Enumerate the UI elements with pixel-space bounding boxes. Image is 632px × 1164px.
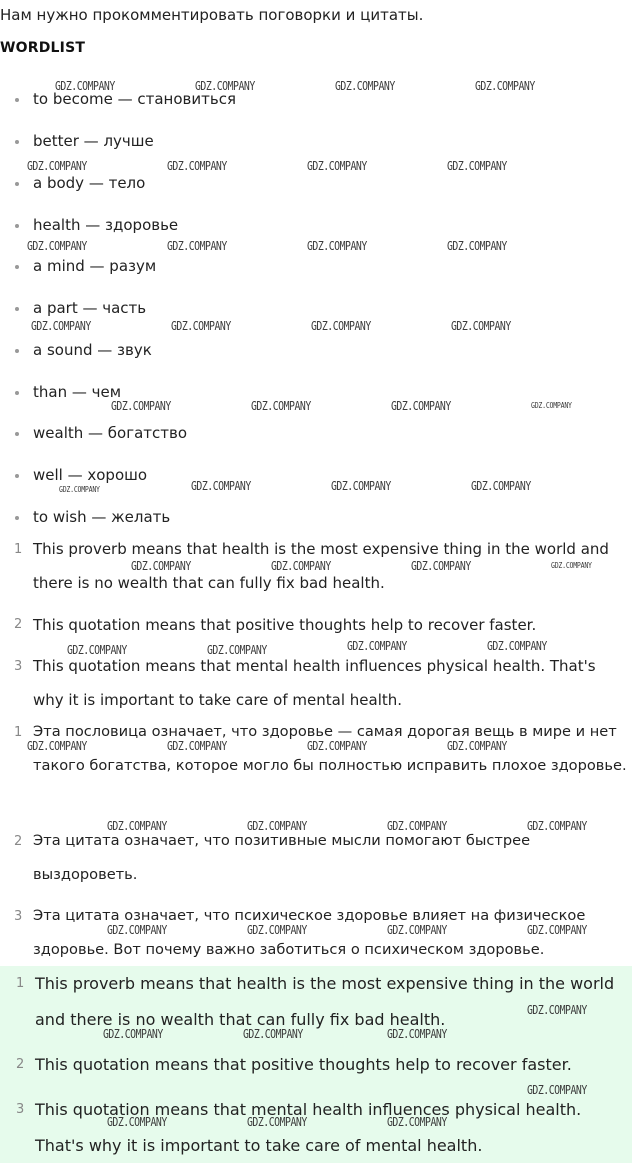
watermark: GDZ.COMPANY bbox=[347, 639, 407, 653]
answer-number: 2 bbox=[14, 834, 23, 849]
wordlist-heading: WORDLIST bbox=[0, 40, 86, 56]
list-item bbox=[15, 341, 152, 359]
word-entry: well — хорошо bbox=[33, 466, 148, 484]
list-item bbox=[15, 90, 236, 108]
bullet-icon bbox=[15, 391, 19, 395]
answer-paragraph: This quotation means that mental health influences physical health. That's why it is important to take care of mental health. bbox=[33, 657, 596, 709]
watermark: GDZ.COMPANY bbox=[247, 923, 307, 937]
answer-paragraph: This proverb means that health is the most expensive thing in the world and there is no wealth that can fully fix bad health. bbox=[35, 974, 615, 1029]
watermark: GDZ.COMPANY bbox=[27, 159, 87, 173]
watermark: GDZ.COMPANY bbox=[191, 479, 251, 493]
answer-paragraph: This quotation means that positive thoughts help to recover faster. bbox=[33, 616, 537, 634]
watermark: GDZ.COMPANY bbox=[31, 319, 91, 333]
watermark: GDZ.COMPANY bbox=[271, 559, 331, 573]
answer-paragraph: This quotation means that mental health influences physical health. That's why it is important to take care of mental health. bbox=[35, 1100, 582, 1155]
answer-number: 2 bbox=[16, 1057, 25, 1072]
watermark: GDZ.COMPANY bbox=[335, 79, 395, 93]
bullet-icon bbox=[15, 474, 19, 478]
watermark: GDZ.COMPANY bbox=[195, 79, 255, 93]
bullet-icon bbox=[15, 182, 19, 186]
highlighted-answer-box bbox=[0, 966, 632, 1163]
list-item bbox=[15, 508, 170, 526]
watermark: GDZ.COMPANY bbox=[243, 1027, 303, 1041]
answer-number: 3 bbox=[14, 909, 23, 924]
answer-paragraph: Эта цитата означает, что психическое здоровье влияет на физическое здоровье. Вот почему важно заботиться о психическом здоровье. bbox=[33, 907, 586, 958]
watermark: GDZ.COMPANY bbox=[107, 1115, 167, 1129]
answer-number: 2 bbox=[14, 617, 23, 632]
bullet-icon bbox=[15, 516, 19, 520]
bullet-icon bbox=[15, 224, 19, 228]
watermark: GDZ.COMPANY bbox=[475, 79, 535, 93]
watermark: GDZ.COMPANY bbox=[111, 399, 171, 413]
watermark: GDZ.COMPANY bbox=[531, 401, 572, 410]
watermark: GDZ.COMPANY bbox=[551, 561, 592, 570]
bullet-icon bbox=[15, 98, 19, 102]
watermark: GDZ.COMPANY bbox=[391, 399, 451, 413]
watermark: GDZ.COMPANY bbox=[55, 79, 115, 93]
word-entry: health — здоровье bbox=[33, 216, 179, 234]
watermark: GDZ.COMPANY bbox=[247, 819, 307, 833]
watermark: GDZ.COMPANY bbox=[103, 1027, 163, 1041]
watermark: GDZ.COMPANY bbox=[387, 819, 447, 833]
watermark: GDZ.COMPANY bbox=[311, 319, 371, 333]
watermark: GDZ.COMPANY bbox=[307, 739, 367, 753]
watermark: GDZ.COMPANY bbox=[307, 239, 367, 253]
watermark: GDZ.COMPANY bbox=[387, 1115, 447, 1129]
list-item bbox=[15, 424, 187, 442]
answer-paragraph: Эта пословица означает, что здоровье — самая дорогая вещь в мире и нет такого богатства, которое могло бы полностью исправить плохое здоровье. bbox=[33, 723, 627, 774]
list-item bbox=[15, 466, 147, 484]
word-entry: a sound — звук bbox=[33, 341, 152, 359]
watermark: GDZ.COMPANY bbox=[131, 559, 191, 573]
watermark: GDZ.COMPANY bbox=[27, 739, 87, 753]
answer-number: 3 bbox=[16, 1102, 25, 1117]
watermark: GDZ.COMPANY bbox=[411, 559, 471, 573]
answer-number: 1 bbox=[14, 725, 23, 740]
word-entry: to become — становиться bbox=[33, 90, 236, 108]
word-entry: to wish — желать bbox=[33, 508, 171, 526]
watermark: GDZ.COMPANY bbox=[67, 643, 127, 657]
watermark: GDZ.COMPANY bbox=[447, 739, 507, 753]
watermark: GDZ.COMPANY bbox=[59, 485, 100, 494]
watermark: GDZ.COMPANY bbox=[487, 639, 547, 653]
watermark: GDZ.COMPANY bbox=[27, 239, 87, 253]
watermark: GDZ.COMPANY bbox=[171, 319, 231, 333]
watermark: GDZ.COMPANY bbox=[331, 479, 391, 493]
watermark: GDZ.COMPANY bbox=[527, 1083, 587, 1097]
watermark: GDZ.COMPANY bbox=[387, 1027, 447, 1041]
watermark: GDZ.COMPANY bbox=[167, 739, 227, 753]
watermark: GDZ.COMPANY bbox=[387, 923, 447, 937]
watermark: GDZ.COMPANY bbox=[527, 923, 587, 937]
list-item bbox=[15, 257, 156, 275]
watermark: GDZ.COMPANY bbox=[451, 319, 511, 333]
watermark: GDZ.COMPANY bbox=[307, 159, 367, 173]
word-entry: than — чем bbox=[33, 383, 122, 401]
watermark: GDZ.COMPANY bbox=[251, 399, 311, 413]
list-item bbox=[15, 299, 146, 317]
answer-paragraph: This proverb means that health is the most expensive thing in the world and there is no wealth that can fully fix bad health. bbox=[33, 540, 609, 592]
bullet-icon bbox=[15, 432, 19, 436]
word-entry: wealth — богатство bbox=[33, 424, 188, 442]
answer-paragraph: Эта цитата означает, что позитивные мысли помогают быстрее выздороветь. bbox=[33, 832, 531, 883]
answer-number: 3 bbox=[14, 659, 23, 674]
word-entry: better — лучше bbox=[33, 132, 154, 150]
list-item bbox=[15, 174, 145, 192]
watermark: GDZ.COMPANY bbox=[247, 1115, 307, 1129]
watermark: GDZ.COMPANY bbox=[527, 1003, 587, 1017]
bullet-icon bbox=[15, 349, 19, 353]
word-entry: a part — часть bbox=[33, 299, 147, 317]
watermark: GDZ.COMPANY bbox=[207, 643, 267, 657]
word-entry: a mind — разум bbox=[33, 257, 157, 275]
watermark: GDZ.COMPANY bbox=[167, 159, 227, 173]
answer-number: 1 bbox=[16, 976, 25, 991]
bullet-icon bbox=[15, 140, 19, 144]
answer-paragraph: This quotation means that positive thoughts help to recover faster. bbox=[35, 1055, 572, 1074]
word-entry: a body — тело bbox=[33, 174, 146, 192]
answer-number: 1 bbox=[14, 542, 23, 557]
watermark: GDZ.COMPANY bbox=[447, 159, 507, 173]
watermark: GDZ.COMPANY bbox=[527, 819, 587, 833]
watermark: GDZ.COMPANY bbox=[447, 239, 507, 253]
watermark: GDZ.COMPANY bbox=[471, 479, 531, 493]
watermark: GDZ.COMPANY bbox=[167, 239, 227, 253]
list-item bbox=[15, 216, 178, 234]
watermark: GDZ.COMPANY bbox=[107, 923, 167, 937]
list-item bbox=[15, 383, 121, 401]
list-item bbox=[15, 132, 154, 150]
bullet-icon bbox=[15, 307, 19, 311]
bullet-icon bbox=[15, 265, 19, 269]
intro-text: Нам нужно прокомментировать поговорки и цитаты. bbox=[0, 6, 424, 24]
watermark: GDZ.COMPANY bbox=[107, 819, 167, 833]
